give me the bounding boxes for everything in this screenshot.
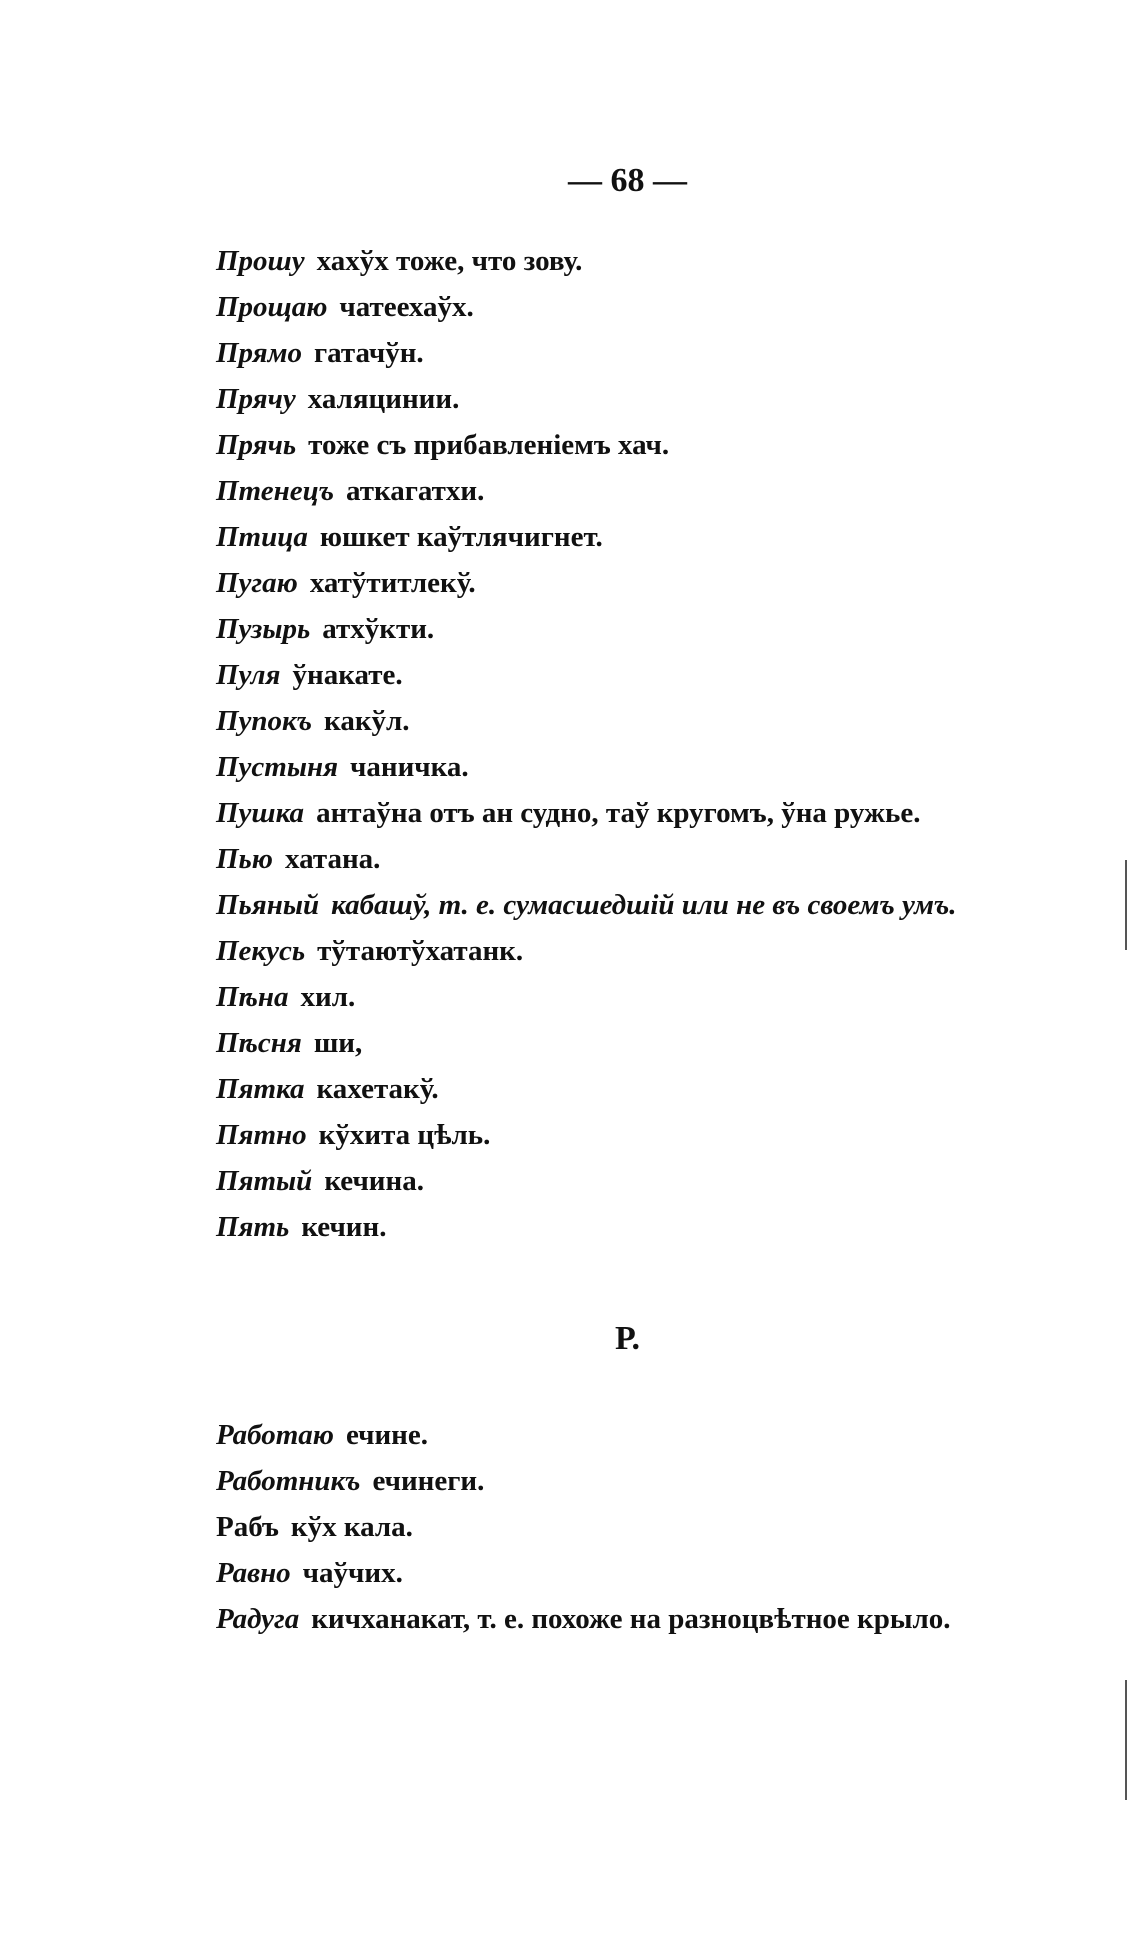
dictionary-entry — [216, 836, 1076, 882]
entry-lemma: Пѣсня — [216, 1027, 302, 1059]
entry-lemma: Пьяный — [216, 889, 320, 921]
dictionary-entry — [216, 882, 1076, 928]
page-number: — 68 — — [568, 162, 687, 199]
entry-lemma: Пузырь — [216, 613, 311, 645]
dictionary-section-r — [216, 1412, 1076, 1642]
dictionary-entry — [216, 928, 1076, 974]
dictionary-entry — [216, 1412, 1076, 1458]
entry-gloss: антаўна отъ ан судно, таў кругомъ, ўна ружье. — [316, 797, 921, 829]
entry-gloss: атхўкти. — [322, 613, 435, 645]
entry-gloss: ечинеги. — [372, 1465, 485, 1497]
entry-gloss: хахўх тоже, что зову. — [316, 245, 583, 277]
entry-lemma: Прямо — [216, 337, 302, 369]
entry-lemma: Работникъ — [216, 1465, 361, 1497]
entry-gloss: аткагатхи. — [345, 475, 485, 507]
page-edge-mark — [1125, 860, 1127, 950]
dictionary-entry — [216, 376, 1076, 422]
dictionary-entry — [216, 1066, 1076, 1112]
entry-lemma: Пуля — [216, 659, 281, 691]
entry-gloss: кечин. — [301, 1211, 387, 1243]
entry-lemma: Прячь — [216, 429, 297, 461]
dictionary-section-p — [216, 238, 1076, 1250]
entry-gloss: хил. — [300, 981, 356, 1013]
entry-lemma: Пѣна — [216, 981, 289, 1013]
entry-gloss: кечина. — [324, 1165, 424, 1197]
entry-gloss: хатана. — [284, 843, 381, 875]
entry-lemma: Птица — [216, 521, 308, 553]
dictionary-entry — [216, 330, 1076, 376]
dictionary-entry — [216, 1504, 1076, 1550]
entry-gloss: тўтаютўхатанк. — [317, 935, 524, 967]
entry-gloss: какўл. — [324, 705, 410, 737]
entry-gloss: чаничка. — [350, 751, 469, 783]
dictionary-entry — [216, 468, 1076, 514]
dictionary-entry — [216, 698, 1076, 744]
entry-lemma: Работаю — [216, 1419, 334, 1451]
entry-gloss: тоже съ прибавленіемъ хач. — [308, 429, 670, 461]
entry-lemma: Прячу — [216, 383, 296, 415]
entry-lemma: Пустыня — [216, 751, 339, 783]
entry-lemma: Пять — [216, 1211, 290, 1243]
dictionary-entry — [216, 1596, 1076, 1642]
entry-gloss: ечине. — [345, 1419, 428, 1451]
letter-heading: Р. — [614, 1320, 641, 1357]
dictionary-entry — [216, 1020, 1076, 1066]
dictionary-entry — [216, 1550, 1076, 1596]
entry-gloss: гатачўн. — [313, 337, 424, 369]
entry-lemma: Радуга — [216, 1603, 300, 1635]
dictionary-entry — [216, 514, 1076, 560]
dictionary-entry — [216, 238, 1076, 284]
entry-lemma: Пятый — [216, 1165, 313, 1197]
entry-lemma: Пятка — [216, 1073, 305, 1105]
dictionary-entry — [216, 1204, 1076, 1250]
entry-lemma: Пупокъ — [216, 705, 313, 737]
entry-lemma: Птенецъ — [216, 475, 334, 507]
dictionary-entry — [216, 284, 1076, 330]
dictionary-entry — [216, 606, 1076, 652]
dictionary-entry — [216, 790, 1076, 836]
entry-gloss: ши, — [313, 1027, 363, 1059]
entry-gloss: юшкет каўтлячигнет. — [319, 521, 603, 553]
entry-lemma: Пугаю — [216, 567, 298, 599]
dictionary-entry — [216, 560, 1076, 606]
entry-lemma: Пушка — [216, 797, 305, 829]
entry-gloss: кичханакат, т. е. похоже на разноцвѣтное крыло. — [311, 1603, 951, 1635]
dictionary-entry — [216, 1112, 1076, 1158]
dictionary-entry — [216, 422, 1076, 468]
dictionary-entry — [216, 1158, 1076, 1204]
dictionary-entry — [216, 744, 1076, 790]
entry-gloss: хатўтитлекў. — [309, 567, 476, 599]
page-edge-mark — [1125, 1680, 1127, 1800]
entry-lemma: Пятно — [216, 1119, 307, 1151]
entry-lemma: Прошу — [216, 245, 305, 277]
entry-gloss: кабашў, т. е. сумасшедшій или не въ своемъ умъ. — [331, 889, 957, 921]
entry-gloss: чатеехаўх. — [339, 291, 474, 323]
entry-lemma: Рабъ — [216, 1511, 279, 1543]
entry-lemma: Пекусь — [216, 935, 306, 967]
entry-gloss: халяцинии. — [307, 383, 460, 415]
entry-gloss: кахетакў. — [316, 1073, 439, 1105]
dictionary-entry — [216, 1458, 1076, 1504]
entry-gloss: чаўчих. — [302, 1557, 403, 1589]
entry-lemma: Равно — [216, 1557, 291, 1589]
dictionary-entry — [216, 974, 1076, 1020]
entry-lemma: Прощаю — [216, 291, 328, 323]
entry-gloss: кўх кала. — [290, 1511, 413, 1543]
entry-lemma: Пью — [216, 843, 273, 875]
dictionary-entry — [216, 652, 1076, 698]
entry-gloss: ўнакате. — [292, 659, 403, 691]
entry-gloss: кўхита цѣль. — [318, 1119, 491, 1151]
